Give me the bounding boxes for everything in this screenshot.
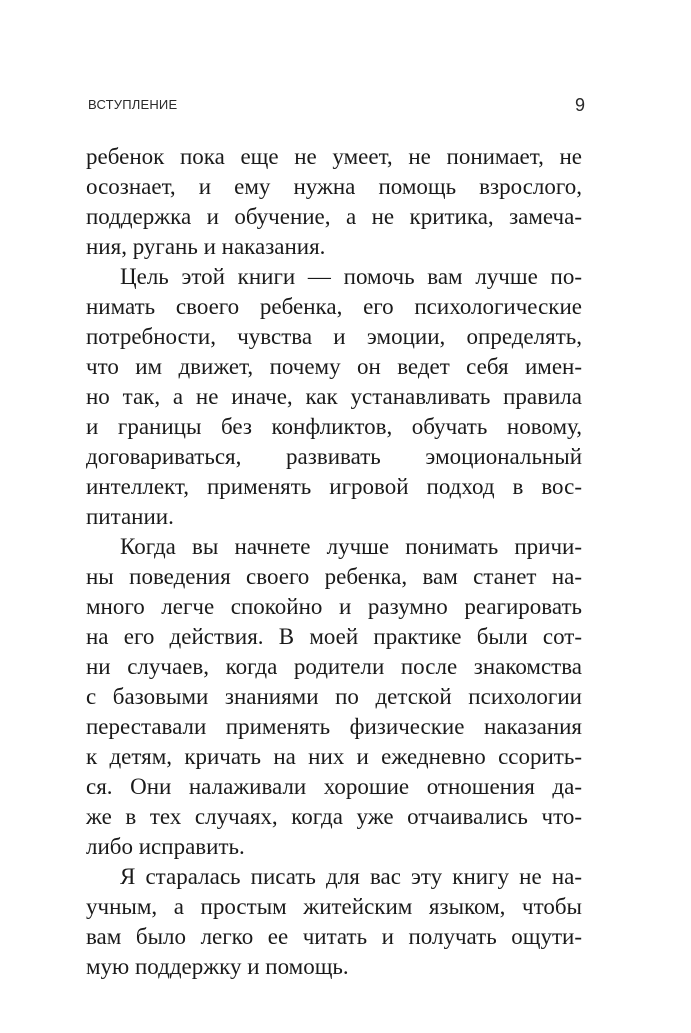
text-line: к детям, кричать на них и ежедневно ссорить- xyxy=(86,744,582,769)
text-line: интеллект, применять игровой подход в вос- xyxy=(86,474,582,499)
text-line: либо исправить. xyxy=(86,834,245,859)
text-line: мую поддержку и помощь. xyxy=(86,954,349,979)
body-text xyxy=(86,142,582,982)
text-line: на его действия. В моей практике были сот- xyxy=(86,624,582,649)
paragraph-1 xyxy=(86,142,582,262)
text-line: что им движет, почему он ведет себя имен- xyxy=(86,354,582,379)
text-line: поддержка и обучение, а не критика, замеча- xyxy=(86,204,582,229)
text-line: с базовыми знаниями по детской психологии xyxy=(86,684,582,709)
text-line: питании. xyxy=(86,504,174,529)
text-line: ния, ругань и наказания. xyxy=(86,234,326,259)
text-line: же в тех случаях, когда уже отчаивались что- xyxy=(86,804,582,829)
text-line: вам было легко ее читать и получать ощути- xyxy=(86,924,582,949)
text-line: Я старалась писать для вас эту книгу не на- xyxy=(120,864,582,889)
text-line: договариваться, развивать эмоциональный xyxy=(86,444,582,469)
text-line: осознает, и ему нужна помощь взрослого, xyxy=(86,174,582,199)
section-title: ВСТУПЛЕНИЕ xyxy=(88,97,178,112)
page-number: 9 xyxy=(574,95,585,115)
text-line: учным, а простым житейским языком, чтобы xyxy=(86,894,582,919)
text-line: Цель этой книги — помочь вам лучше по- xyxy=(120,264,582,289)
text-line: ребенок пока еще не умеет, не понимает, не xyxy=(86,144,582,169)
text-line: нимать своего ребенка, его психологические xyxy=(86,294,582,319)
paragraph-2 xyxy=(86,262,582,532)
text-line: много легче спокойно и разумно реагировать xyxy=(86,594,582,619)
text-line: потребности, чувства и эмоции, определять, xyxy=(86,324,582,349)
text-line: ны поведения своего ребенка, вам станет на- xyxy=(86,564,582,589)
text-line: ся. Они налаживали хорошие отношения да- xyxy=(86,774,582,799)
text-line: но так, а не иначе, как устанавливать правила xyxy=(86,384,582,409)
text-line: Когда вы начнете лучше понимать причи- xyxy=(120,534,582,559)
paragraph-3 xyxy=(86,532,582,862)
text-line: и границы без конфликтов, обучать новому, xyxy=(86,414,582,439)
text-line: переставали применять физические наказания xyxy=(86,714,582,739)
paragraph-4 xyxy=(86,862,582,982)
text-line: ни случаев, когда родители после знакомства xyxy=(86,654,582,679)
running-header xyxy=(88,97,585,117)
